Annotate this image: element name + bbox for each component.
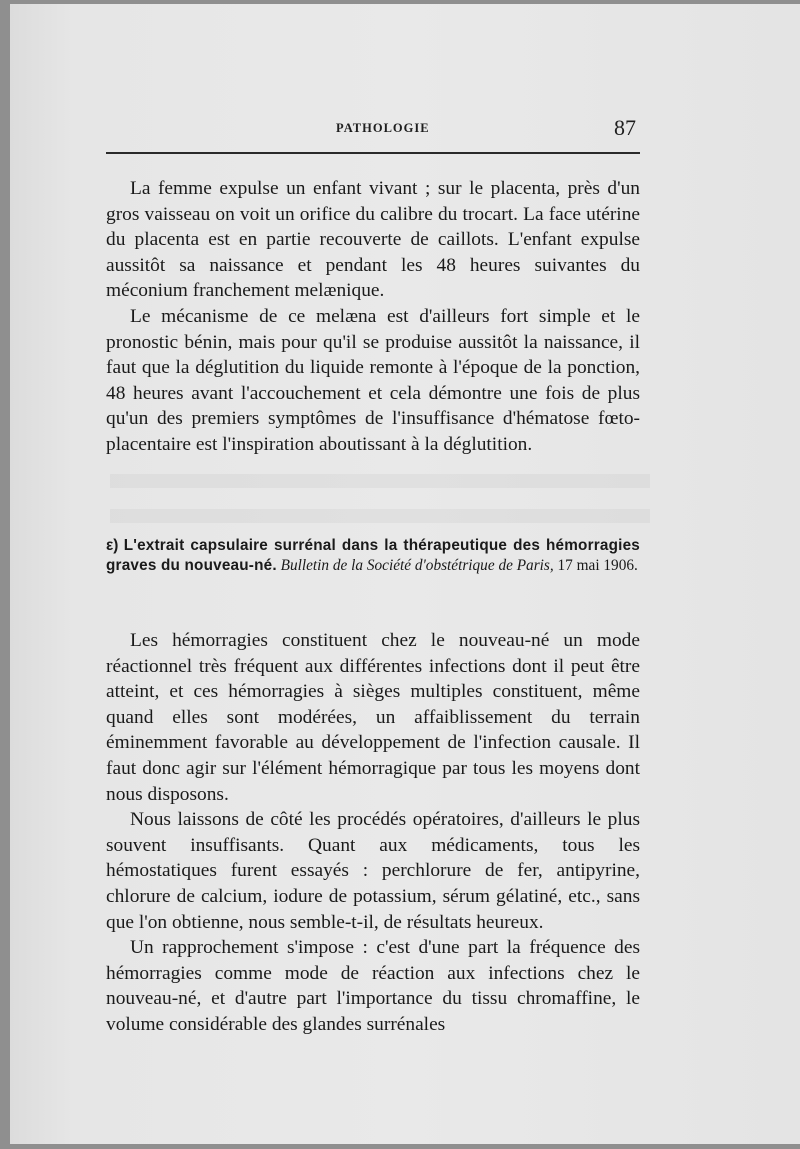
header-rule bbox=[106, 152, 640, 154]
running-title: PATHOLOGIE bbox=[336, 121, 430, 135]
show-through-shadow bbox=[110, 474, 650, 488]
paragraph: La femme expulse un enfant vivant ; sur le placenta, près d'un gros vaisseau on voit un orifice du calibre du trocart. La face utérine du placenta est en partie recouverte de caillots. L'enfant expulse aussitôt sa naissance et pendant les 48 heures suivantes du méconium franchement melænique. bbox=[106, 178, 640, 302]
paragraph: Le mécanisme de ce melæna est d'ailleurs fort simple et le pronostic bénin, mais pour qu'il se produise aussitôt la naissance, il faut que la déglutition du liquide remonte à l'époque de la ponction, 48 heures avant l'accouchement et cela démontre une fois de plus qu'un des premiers symptômes de l'insuffisance d'hématose fœto-placentaire est l'inspiration aboutissant à la déglutition. bbox=[106, 305, 640, 455]
reference-date: 17 mai 1906. bbox=[557, 556, 638, 574]
book-page bbox=[10, 4, 800, 1144]
paragraph: Un rapprochement s'impose : c'est d'une part la fréquence des hémorragies comme mode de réaction aux infections chez le nouveau-né, et d'autre part l'importance du tissu chromaffine, le volume considérable des glandes surrénales bbox=[106, 937, 640, 1035]
text-block-bottom bbox=[106, 628, 640, 1038]
reference-marker: ε) bbox=[106, 537, 119, 554]
paragraph: Les hémorragies constituent chez le nouveau-né un mode réactionnel très fréquent aux différentes infections dont il peut être atteint, et ces hémorragies à sièges multiples constituent, même quand elles sont modérées, un affaiblissement du terrain éminemment favorable au développement de l'infection causale. Il faut donc agir sur l'élément hémorragique par tous les moyens dont nous disposons. bbox=[106, 630, 640, 805]
paragraph: Nous laissons de côté les procédés opératoires, d'ailleurs le plus souvent insuffisants. Quant aux médicaments, tous les hémostatiques furent essayés : perchlorure de fer, antipyrine, chlorure de calcium, iodure de potassium, sérum gélatiné, etc., sans que l'on obtienne, nous semble-t-il, de résultats heureux. bbox=[106, 809, 640, 933]
text-block-top bbox=[106, 176, 640, 458]
bibliographic-reference bbox=[106, 536, 640, 575]
page-header bbox=[106, 117, 636, 147]
show-through-shadow bbox=[110, 509, 650, 523]
page-number: 87 bbox=[614, 115, 636, 140]
reference-title: L'extrait capsulaire surrénal dans la thérapeutique des hémorragies graves du nouveau-né. bbox=[106, 537, 640, 574]
reference-journal: Bulletin de la Société d'obstétrique de Paris, bbox=[280, 556, 554, 574]
